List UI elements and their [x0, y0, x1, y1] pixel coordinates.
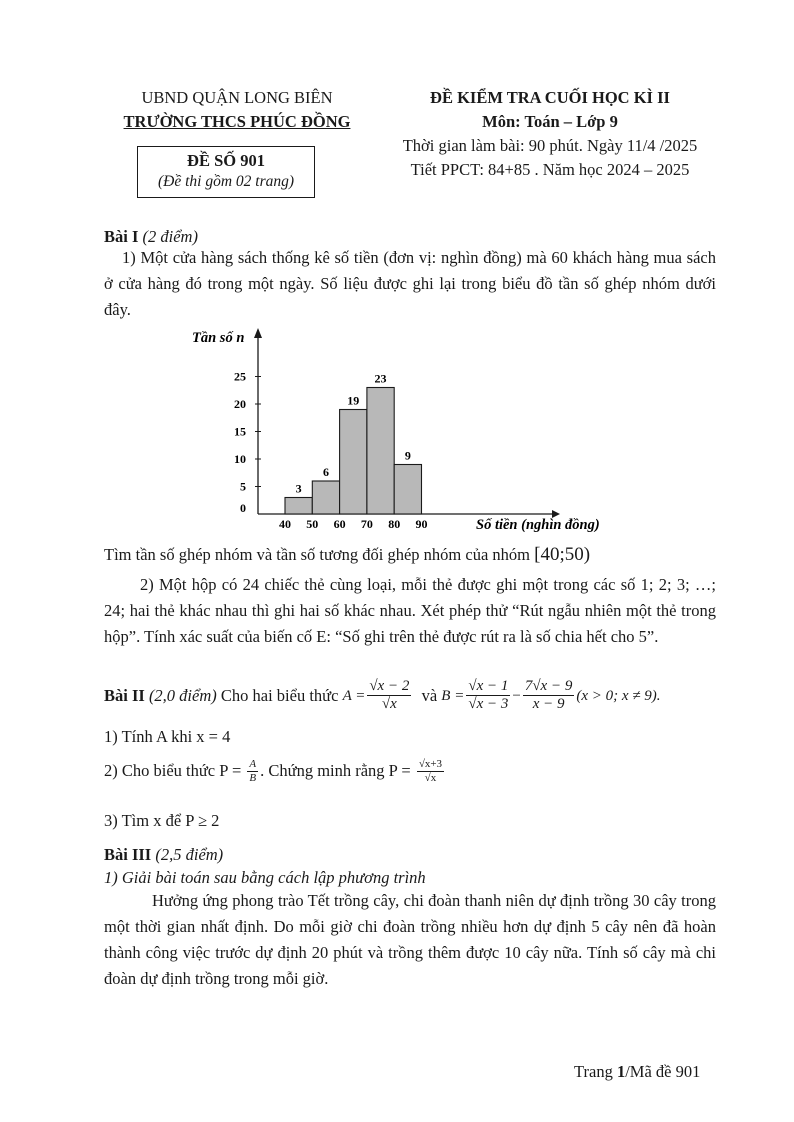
x-tick-label: 60	[333, 517, 346, 531]
expr-condition: (x > 0; x ≠ 9).	[576, 687, 661, 704]
p-result-fraction: $\frac{√x+3}{√x}$	[418, 758, 443, 784]
school-name: TRƯỜNG THCS PHÚC ĐỒNG	[123, 112, 351, 131]
y-axis-arrow	[254, 328, 262, 338]
expr-b-term1: $\frac{√x - 1}{√x - 3}$	[468, 678, 509, 713]
histogram-bar	[340, 410, 367, 515]
expr-b-term2: $\frac{7√x - 9}{x - 9}$	[524, 678, 573, 713]
exam-title: ĐỀ KIỂM TRA CUỐI HỌC KÌ II	[430, 88, 670, 107]
bai1-q1-intro: 1) Một cửa hàng sách thống kê số tiền (đơn vị: nghìn đồng) mà 60 khách hàng mua sách ở cửa hàng đó trong một ngày. Số liệu được ghi lại trong biểu đồ tần số ghép nhóm dưới đây.	[104, 248, 716, 319]
bar-value-label: 6	[322, 465, 329, 479]
bai1-heading: Bài I (2 điểm)	[104, 227, 198, 246]
histogram-bar	[285, 498, 312, 515]
y-tick-label: 10	[234, 452, 246, 466]
time-line: Thời gian làm bài: 90 phút. Ngày 11/4 /2025	[402, 136, 698, 155]
exam-code: ĐỀ SỐ 901	[187, 151, 265, 170]
y-tick-label: 0	[240, 501, 246, 515]
bar-value-label: 23	[374, 371, 387, 386]
x-tick-label: 80	[388, 517, 401, 531]
exam-code-box	[137, 146, 315, 198]
y-axis-title: Tần số n	[192, 330, 245, 346]
bai2-intro-line: Bài II (2,0 điểm) Cho hai biểu thức A = $\frac{√x - 2}{√x}$ và B = $\frac{√x - 1}{√x - 3}$ − $\frac{7√x - 9}{x - 9}$ (x > 0; x ≠ 9).	[104, 678, 661, 713]
frequency-histogram	[180, 322, 650, 537]
x-axis-title: Số tiền (nghìn đồng)	[476, 517, 600, 533]
bai2-q3: 3) Tìm x để P ≥ 2	[104, 811, 220, 830]
p-definition-fraction: $\frac{A}{B}$	[249, 758, 257, 784]
page-count-note: (Đề thi gồm 02 trang)	[157, 173, 295, 190]
x-tick-label: 90	[415, 517, 428, 531]
bai3-heading: Bài III (2,5 điểm)	[104, 845, 224, 864]
histogram-bar	[367, 388, 394, 515]
histogram-bar	[394, 465, 421, 515]
bai3-problem: Hưởng ứng phong trào Tết trồng cây, chi đoàn thanh niên dự định trồng 30 cây trong một thời gian nhất định. Do mỗi giờ chi đoàn trồng nhiều hơn dự định 5 cây nên đã hoàn thành công việc trước dự định 20 phút và trồng thêm được 10 cây nữa. Tính số cây mà chi đoàn dự định trồng trong mỗi giờ.	[104, 891, 716, 988]
histogram-bar	[312, 481, 339, 514]
expr-a-lhs: A =	[342, 687, 366, 704]
group-interval: [40;50)	[534, 544, 591, 565]
expr-b-lhs: B =	[441, 687, 465, 704]
y-tick-label: 20	[234, 397, 246, 411]
bai1-q2: 2) Một hộp có 24 chiếc thẻ cùng loại, mỗi thẻ được ghi một trong các số 1; 2; 3; …; 24; hai thẻ khác nhau thì ghi hai số khác nhau. Xét phép thử “Rút ngẫu nhiên một thẻ trong hộp”. Tính xác suất của biến cố E: “Số ghi trên thẻ được rút ra là số chia hết cho 5”.	[104, 575, 716, 646]
bar-value-label: 3	[295, 481, 302, 496]
bai2-q2: 2) Cho biểu thức P = $\frac{A}{B}$ . Chứng minh rằng P = $\frac{√x+3}{√x}$	[104, 758, 443, 784]
page-footer: Trang 1/Mã đề 901	[574, 1062, 701, 1081]
x-tick-label: 40	[279, 517, 291, 531]
district-name: UBND QUẬN LONG BIÊN	[141, 88, 333, 107]
bai2-q1: 1) Tính A khi x = 4	[104, 727, 231, 746]
expr-a-fraction: $\frac{√x - 2}{√x}$	[369, 678, 410, 713]
bai1-q1-task: Tìm tần số ghép nhóm và tần số tương đối ghép nhóm của nhóm [40;50)	[104, 544, 591, 565]
y-tick-label: 25	[234, 369, 246, 384]
bar-value-label: 9	[404, 448, 411, 463]
ppct-line: Tiết PPCT: 84+85 . Năm học 2024 – 2025	[410, 160, 690, 179]
bar-value-label: 19	[347, 393, 360, 408]
y-tick-label: 5	[240, 479, 246, 494]
x-tick-label: 50	[306, 517, 319, 531]
bai3-sub1: 1) Giải bài toán sau bằng cách lập phương trình	[104, 868, 426, 887]
y-tick-label: 15	[234, 424, 246, 439]
x-tick-label: 70	[360, 517, 373, 531]
subject: Môn: Toán – Lớp 9	[482, 112, 618, 131]
